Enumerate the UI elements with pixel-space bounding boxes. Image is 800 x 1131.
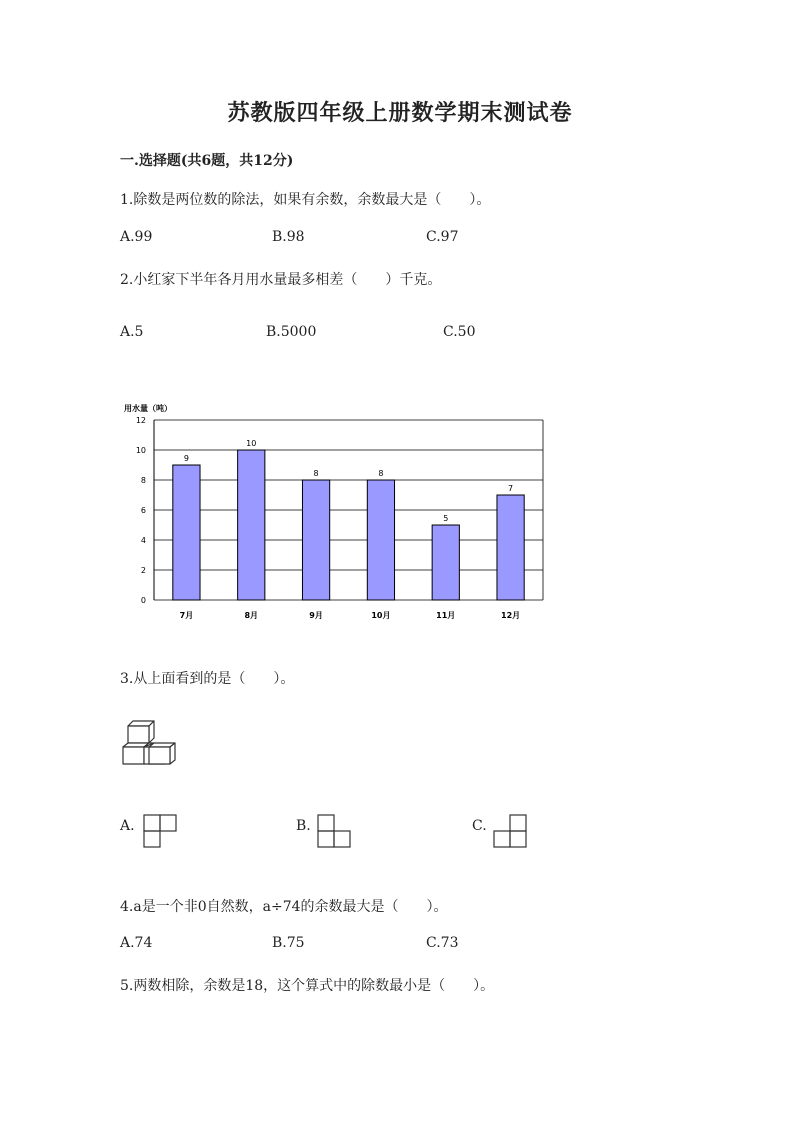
x-tick-label: 9月 [309,611,323,620]
cube-front-face [128,726,149,743]
question-3-option-b: B. [296,818,311,834]
cube-stack-figure [118,718,182,770]
section-heading: 一.选择题(共6题，共12分) [120,153,294,169]
y-tick-label: 8 [140,476,146,485]
question-1-stem: 1.除数是两位数的除法，如果有余数，余数最大是（ ）。 [120,192,491,208]
bar [238,450,265,600]
bar [302,480,329,600]
question-2-option-c: C.50 [443,324,476,340]
question-4-option-c: C.73 [426,935,459,951]
question-3-option-a: A. [120,818,135,834]
y-tick-label: 6 [140,506,146,515]
x-tick-label: 11月 [436,611,456,620]
question-2-option-b: B.5000 [266,324,317,340]
option-a-view-shape [143,814,179,850]
question-2-option-a: A.5 [120,324,144,340]
y-tick-label: 0 [140,596,146,605]
y-tick-label: 10 [135,446,146,455]
option-c-view-shape [493,814,529,850]
bar-value-label: 5 [443,514,449,523]
x-tick-label: 8月 [244,611,259,620]
question-1-option-b: B.98 [272,229,305,245]
chart-y-axis-label: 用水量（吨） [124,404,172,413]
bar [432,525,459,600]
bar [173,465,200,600]
x-tick-label: 7月 [179,611,194,620]
question-2-stem: 2.小红家下半年各月用水量最多相差（ ）千克。 [120,272,442,288]
y-tick-label: 12 [135,416,146,425]
question-5-stem: 5.两数相除，余数是18，这个算式中的除数最小是（ ）。 [120,978,495,994]
y-tick-label: 2 [140,566,146,575]
bar-value-label: 10 [246,439,257,448]
question-4-option-b: B.75 [272,935,305,951]
bar-value-label: 7 [508,484,514,493]
x-tick-label: 10月 [371,611,391,620]
bar-value-label: 8 [378,469,384,478]
question-3-stem: 3.从上面看到的是（ ）。 [120,671,295,687]
bar [367,480,394,600]
water-usage-chart [110,396,560,626]
question-4-option-a: A.74 [120,935,153,951]
question-4-stem: 4.a是一个非0自然数，a÷74的余数最大是（ ）。 [120,899,448,915]
page-title: 苏教版四年级上册数学期末测试卷 [227,100,573,126]
bar [497,495,524,600]
question-3-option-c: C. [472,818,487,834]
x-tick-label: 12月 [501,611,521,620]
y-tick-label: 4 [140,536,146,545]
bar-value-label: 9 [183,454,189,463]
question-1-option-c: C.97 [426,229,459,245]
question-1-option-a: A.99 [120,229,153,245]
bar-value-label: 8 [313,469,319,478]
option-b-view-shape [317,814,353,850]
